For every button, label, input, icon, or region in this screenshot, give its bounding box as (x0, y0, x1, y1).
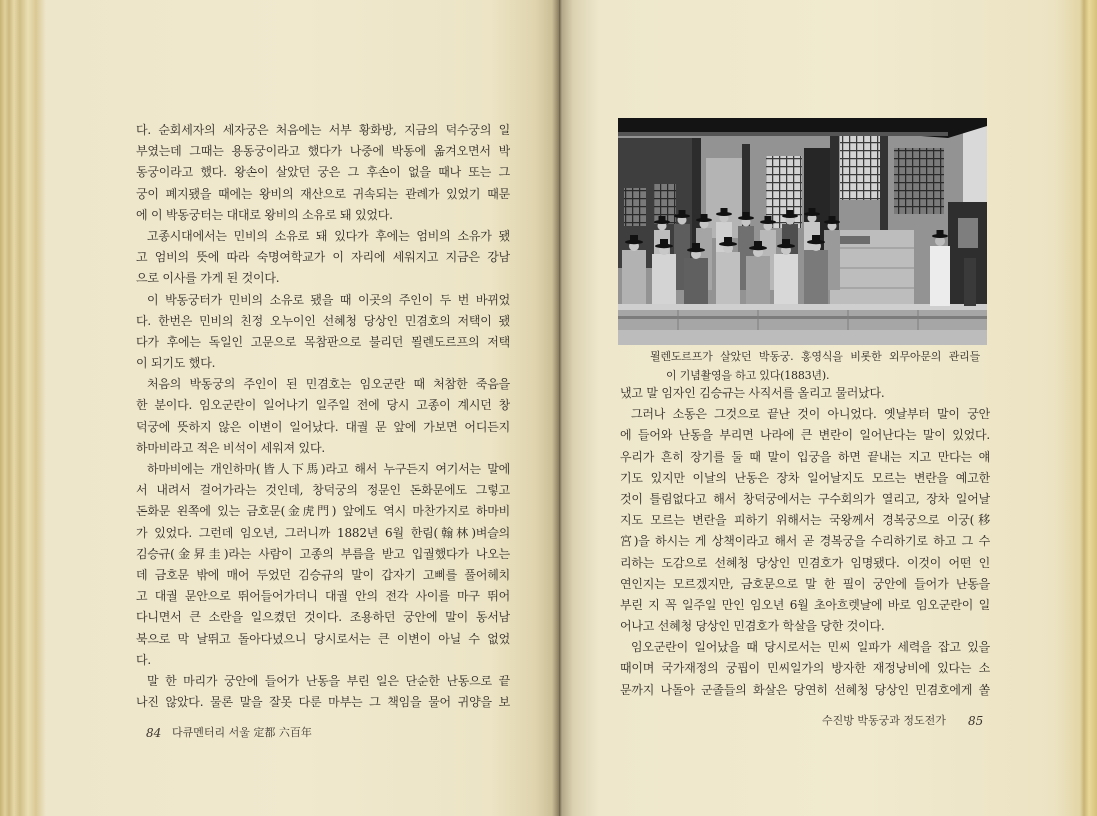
running-title: 다큐멘터리 서울 定都 六百年 (172, 726, 312, 739)
text-line: 하마비라고 적은 비석이 세워져 있다. (136, 440, 325, 455)
text-line: 다니면서 큰 소란을 일으켰던 것이다. 조용하던 궁안에 말이 동서남 (136, 610, 510, 625)
text-line: 한 분이다. 임오군란이 일어나기 일주일 전에 당시 고종이 계시던 창 (136, 398, 510, 413)
text-line: 지도 모르는 변란을 피하기 위해서는 국왕께서 경복궁으로 이궁(移 (620, 513, 990, 528)
text-line: 북으로 막 날뛰고 돌아다녔으니 당시로서는 큰 이변이 아닐 수 없었 (136, 631, 510, 646)
paragraph (136, 374, 510, 459)
page-number: 85 (968, 714, 984, 728)
text-line: 고 엄비의 뜻에 따라 숙명여학교가 이 자리에 세워지고 지금은 강남 (136, 250, 510, 265)
text-line: 다가 후에는 독일인 고문으로 목참판으로 불리던 묄렌도르프의 저택 (136, 334, 510, 349)
paragraph (620, 404, 990, 637)
text-line: 말 한 마리가 궁안에 들어가 난동을 부린 일은 단순한 난동으로 끝 (147, 673, 510, 688)
text-line: 때이며 국가재정의 궁핍이 민씨일가의 방자한 재정낭비에 있다는 소 (620, 661, 990, 676)
text-line: 다. (136, 652, 152, 667)
text-line: 다. 한번은 민비의 친정 오누이인 선혜청 당상인 민겸호의 저택이 됐 (136, 313, 510, 328)
right-page-body (620, 383, 990, 701)
caption-line: 이 기념촬영을 하고 있다(1883년). (666, 369, 830, 382)
text-line: 것이 틀림없다고 해서 창덕궁에서는 구수회의가 열리고, 장차 일어날 (620, 491, 990, 506)
text-line: 리하는 도감으로 선혜청 당상인 민겸호가 임명됐다. 이것이 어떤 인 (620, 555, 990, 570)
text-line: 하마비에는 개인하마(皆人下馬)라고 해서 누구든지 여기서는 말에 (147, 462, 510, 476)
text-line: 으로 이사를 가게 된 것이다. (136, 271, 280, 286)
text-line: 에 들어와 난동을 부리면 나라에 큰 변란이 일어난다는 말이 있었다. (620, 428, 990, 443)
right-page (559, 0, 1097, 816)
text-line: 이 박동궁터가 민비의 소유로 됐을 때 이곳의 주인이 두 번 바뀌었 (147, 292, 510, 307)
text-line: 우리가 흔히 장기를 둘 때 말이 입궁을 하면 끝내는 지고 만다는 얘 (620, 449, 990, 464)
text-line: 고 대궐 문안으로 뛰어들어가더니 대궐 안의 전각 사이를 마구 뛰어 (136, 589, 510, 604)
text-line: 돈화문 왼쪽에 있는 금호문(金虎門) 앞에도 역시 마찬가지로 하마비 (136, 504, 510, 519)
paragraph (136, 459, 510, 671)
text-line: 서 내려서 걸어가라는 것인데, 창덕궁의 정문인 돈화문에도 그렇고 (136, 483, 510, 498)
text-line: 문까지 나돌아 군졸들의 화살은 당연히 선혜청 당상인 민겸호에게 쏠 (620, 682, 990, 697)
text-line: 다. 순회세자의 세자궁은 처음에는 서부 황화방, 지금의 덕수궁의 일 (136, 123, 510, 137)
page-number: 84 (146, 726, 162, 740)
text-line: 부였는데 그때는 용동궁이라고 했다가 나중에 박동에 옮겨오면서 박 (136, 144, 510, 159)
paragraph (136, 671, 510, 713)
paragraph (136, 120, 510, 226)
text-line: 냈고 말 임자인 김승규는 사직서를 올리고 물러났다. (620, 386, 885, 400)
text-line: 임오군란이 일어났을 때 당시로서는 민씨 일파가 세력을 잡고 있을 (631, 640, 990, 655)
caption-line: 묄렌도르프가 살았던 박동궁. 홍영식을 비롯한 외무아문의 관리들 (650, 350, 980, 363)
paragraph (136, 290, 510, 375)
text-line: 덕궁에 뜻하지 않은 이변이 일어났다. 대궐 문 앞에 가보면 어디든지 (136, 419, 510, 434)
text-line: 고종시대에서는 민비의 소유로 돼 있다가 후에는 엄비의 소유가 됐 (147, 228, 510, 243)
paragraph (620, 383, 990, 404)
paragraph (136, 226, 510, 290)
text-line: 데 금호문 밖에 매어 두었던 김승규의 말이 갑자기 고삐를 풀어헤치 (136, 567, 510, 582)
left-page-body (136, 120, 510, 713)
text-line: 김승규(金昇圭)라는 사람이 고종의 부름을 받고 입궐했다가 나오는 (136, 546, 510, 561)
text-line: 궁이 폐지됐을 때에는 왕비의 재산으로 귀속되는 관례가 있었기 때문 (136, 186, 510, 201)
text-line: 에 이 박동궁터는 대대로 왕비의 소유로 돼 있었다. (136, 207, 393, 222)
text-line: 宮)을 하시는 게 상책이라고 해서 곧 경복궁을 수리하기로 하고 그 수 (620, 534, 990, 549)
paragraph (620, 637, 990, 701)
text-line: 이 되기도 했다. (136, 356, 216, 371)
historical-photo (618, 118, 987, 345)
running-title: 수진방 박동궁과 정도전가 (822, 714, 946, 727)
text-line: 동궁이라고 했다. 왕손이 살았던 궁은 그 후손이 없을 때나 또는 그 (136, 165, 510, 180)
text-line: 기도 있지만 이날의 난동은 장차 일어날지도 모르는 변란을 예고한 (620, 470, 990, 485)
text-line: 가 있었다. 그런데 임오년, 그러니까 1882년 6월 한림(翰林)벼슬의 (136, 525, 510, 540)
text-line: 그러나 소동은 그것으로 끝난 것이 아니었다. 옛날부터 말이 궁안 (631, 407, 990, 422)
text-line: 나진 않았다. 물론 말을 잘못 다룬 마부는 그 책임을 물어 귀양을 보 (136, 695, 510, 710)
text-line: 연인지는 모르겠지만, 금호문으로 말 한 필이 궁안에 들어가 난동을 (620, 576, 990, 591)
text-line: 어나고 선혜청 당상인 민겸호가 학살을 당한 것이다. (620, 619, 885, 634)
text-line: 처음의 박동궁의 주인이 된 민겸호는 임오군란 때 처참한 죽음을 (147, 377, 510, 392)
text-line: 부린 지 꼭 일주일 만인 임오년 6월 초아흐렛날에 바로 임오군란이 일 (620, 597, 990, 612)
photo-caption (650, 347, 980, 385)
photo-image (618, 118, 987, 345)
